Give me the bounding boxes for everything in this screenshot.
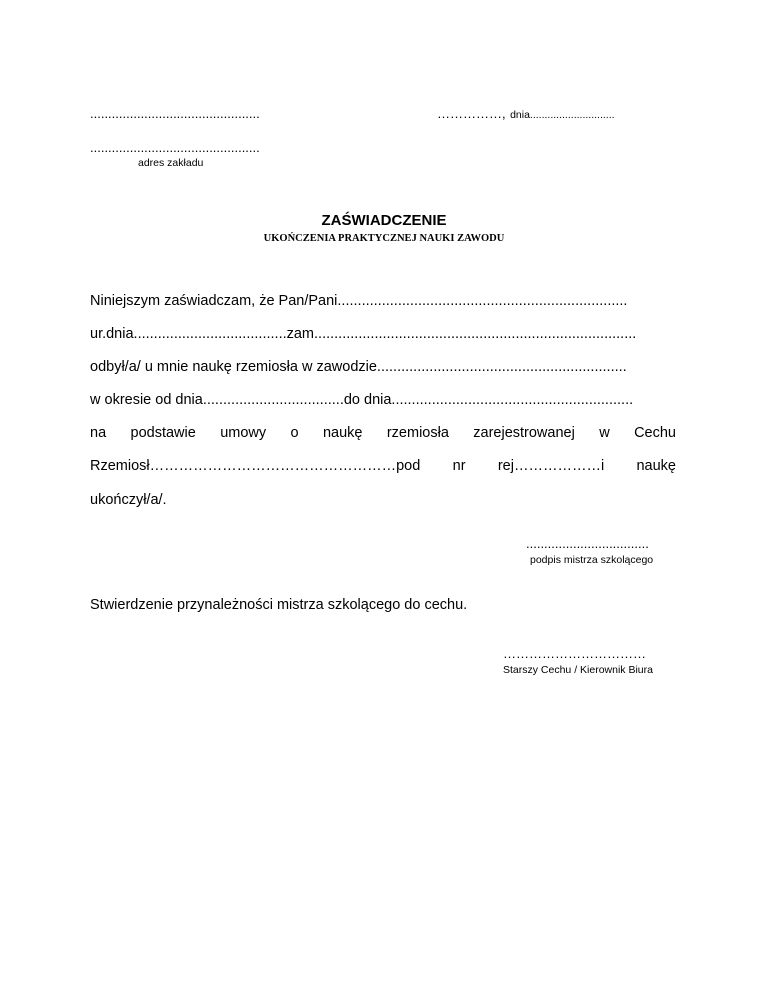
- date-place-dots: ……………,: [437, 106, 506, 121]
- address-dots: ...............................................: [90, 140, 260, 155]
- word: naukę: [322, 425, 363, 441]
- word: Rzemiosł……………………………………………pod: [90, 458, 421, 474]
- body-line-name: Niniejszym zaświadczam, że Pan/Pani........................................................................: [90, 293, 628, 309]
- word: na: [90, 425, 107, 441]
- word: rej………………i: [497, 458, 605, 474]
- word: naukę: [636, 458, 676, 474]
- document-subtitle: UKOŃCZENIA PRAKTYCZNEJ NAUKI ZAWODU: [263, 233, 505, 244]
- document-title: ZAŚWIADCZENIE: [321, 212, 447, 229]
- word: umowy: [220, 425, 267, 441]
- word: nr: [452, 458, 466, 474]
- body-line-registration: [90, 458, 676, 474]
- guild-signature-dots: ……………………………: [503, 646, 646, 661]
- body-line-trade: odbył/a/ u mnie naukę rzemiosła w zawodzie..............................................................: [90, 359, 627, 375]
- date-field: [437, 105, 615, 123]
- word: o: [290, 425, 299, 441]
- date-label: dnia.............................: [510, 109, 615, 121]
- body-line-contract: [90, 425, 676, 441]
- guild-signature-label: Starszy Cechu / Kierownik Biura: [503, 664, 653, 676]
- master-signature-label: podpis mistrza szkolącego: [530, 554, 654, 566]
- word: podstawie: [130, 425, 196, 441]
- guild-confirmation-text: Stwierdzenie przynależności mistrza szkolącego do cechu.: [90, 597, 468, 613]
- place-dots: ...............................................: [90, 106, 260, 121]
- word: w: [599, 425, 610, 441]
- word: zarejestrowanej: [473, 425, 575, 441]
- body-line-period: w okresie od dnia...................................do dnia............................................................: [90, 392, 634, 408]
- body-line-birth: ur.dnia......................................zam................................................................................: [90, 326, 637, 342]
- address-label: adres zakładu: [138, 157, 204, 169]
- word: Cechu: [634, 425, 676, 441]
- body-line-completed: ukończył/a/.: [90, 492, 167, 508]
- word: rzemiosła: [386, 425, 449, 441]
- master-signature-dots: ..................................: [526, 536, 649, 551]
